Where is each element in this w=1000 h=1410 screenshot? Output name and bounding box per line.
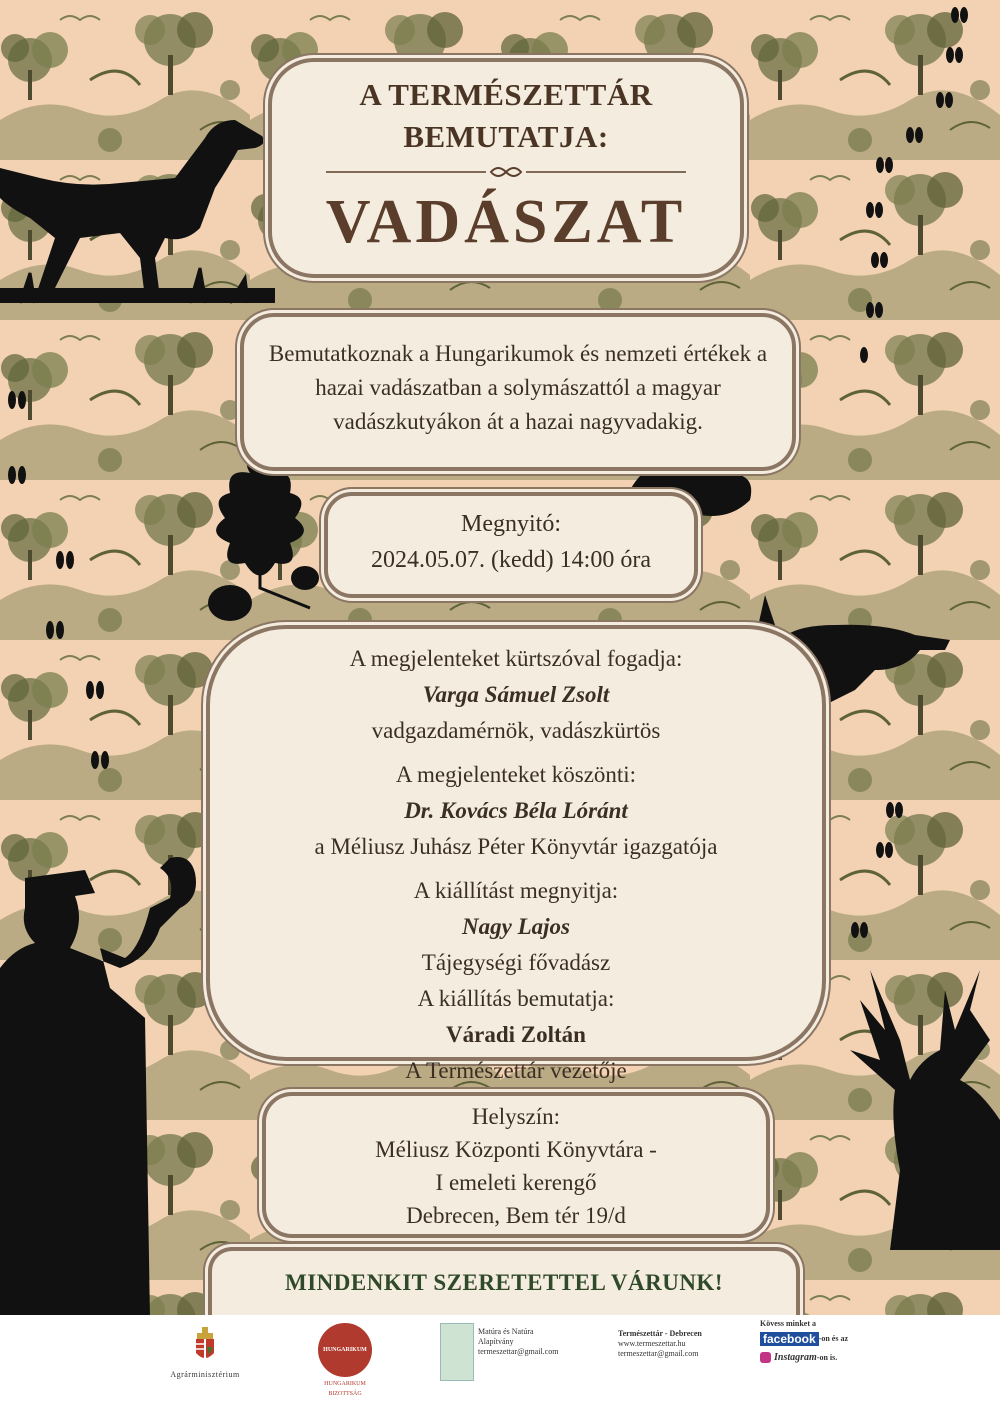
foundation-line-2: Alapítvány	[478, 1337, 514, 1346]
contact-line-2: www.termeszettar.hu	[618, 1339, 686, 1348]
program-block	[210, 873, 822, 981]
program-block	[210, 757, 822, 865]
foundation-line-1: Matúra és Natúra	[478, 1327, 534, 1336]
program-name: Dr. Kovács Béla Lóránt	[404, 798, 628, 823]
program-block	[210, 641, 822, 749]
instagram-icon[interactable]	[760, 1352, 771, 1363]
hungarikum-caption: HUNGARIKUM BIZOTTSÁG	[324, 1381, 366, 1397]
hungarian-coat-of-arms-icon	[194, 1327, 216, 1365]
instagram-suffix: -on is.	[816, 1352, 838, 1362]
ministry-logo	[160, 1327, 250, 1380]
hungarikum-badge-text: HUNGARIKUM	[323, 1347, 367, 1353]
program-intro: A kiállítást megnyitja:	[413, 878, 619, 903]
opening-panel	[324, 492, 698, 598]
kicker-line-1: A TERMÉSZETTÁR	[359, 77, 653, 112]
program-intro: A megjelenteket kürtszóval fogadja:	[349, 646, 683, 671]
program-name: Varga Sámuel Zsolt	[422, 682, 610, 707]
instagram-label[interactable]: Instagram	[774, 1351, 817, 1363]
location-line-3: Debrecen, Bem tér 19/d	[406, 1203, 626, 1228]
description-panel	[240, 313, 796, 471]
opening-label: Megnyitó:	[461, 511, 561, 537]
location-line-1: Méliusz Központi Könyvtára -	[375, 1137, 657, 1162]
deer-tracks-left	[0, 390, 120, 810]
program-intro: A kiállítás bemutatja:	[417, 986, 615, 1011]
main-title: VADÁSZAT	[325, 188, 687, 256]
ministry-label: Agrárminisztérium	[170, 1370, 240, 1379]
location-line-2: I emeleti kerengő	[435, 1170, 597, 1195]
contact-block	[618, 1329, 738, 1359]
program-role: vadgazdamérnök, vadászkürtös	[371, 718, 661, 743]
foundation-book-icon	[440, 1323, 474, 1381]
facebook-logo[interactable]: facebook	[760, 1332, 819, 1346]
program-name: Nagy Lajos	[462, 914, 570, 939]
hungarikum-logo	[310, 1323, 380, 1399]
instagram-row[interactable]	[760, 1352, 890, 1363]
contact-line-3: termeszettar@gmail.com	[618, 1349, 699, 1358]
program-role: A Természettár vezetője	[405, 1058, 627, 1083]
location-panel	[262, 1092, 770, 1238]
cta-text: MINDENKIT SZERETETTEL VÁRUNK!	[285, 1270, 723, 1295]
footer-logos	[0, 1315, 1000, 1410]
opening-datetime: 2024.05.07. (kedd) 14:00 óra	[371, 547, 651, 573]
program-role: Tájegységi fővadász	[421, 950, 611, 975]
program-block	[210, 981, 822, 1089]
program-role: a Méliusz Juhász Péter Könyvtár igazgatója	[314, 834, 718, 859]
title-panel	[268, 58, 744, 278]
program-panel	[206, 625, 826, 1083]
hunter-horn-silhouette	[0, 848, 210, 1318]
description-text: Bemutatkoznak a Hungarikumok és nemzeti értékek a hazai vadászatban a solymászattól a magyar vadászkutyákon át a hazai nagyvadakig.	[268, 341, 768, 434]
pointer-dog-silhouette	[0, 108, 275, 308]
facebook-suffix: -on és az	[818, 1334, 849, 1343]
hungarikum-badge	[318, 1323, 372, 1377]
ornament-divider	[326, 164, 686, 180]
program-intro: A megjelenteket köszönti:	[395, 762, 637, 787]
location-label: Helyszín:	[471, 1104, 561, 1129]
follow-label: Kövess minket a	[760, 1319, 816, 1328]
contact-line-1: Természettár - Debrecen	[618, 1329, 702, 1338]
cta-panel	[208, 1247, 800, 1315]
deer-tracks-right	[860, 0, 990, 420]
social-block	[760, 1319, 890, 1363]
facebook-row[interactable]	[760, 1332, 890, 1346]
kicker-line-2: BEMUTATJA:	[403, 119, 609, 154]
program-name: Váradi Zoltán	[446, 1022, 586, 1047]
foundation-email: termeszettar@gmail.com	[478, 1347, 559, 1356]
